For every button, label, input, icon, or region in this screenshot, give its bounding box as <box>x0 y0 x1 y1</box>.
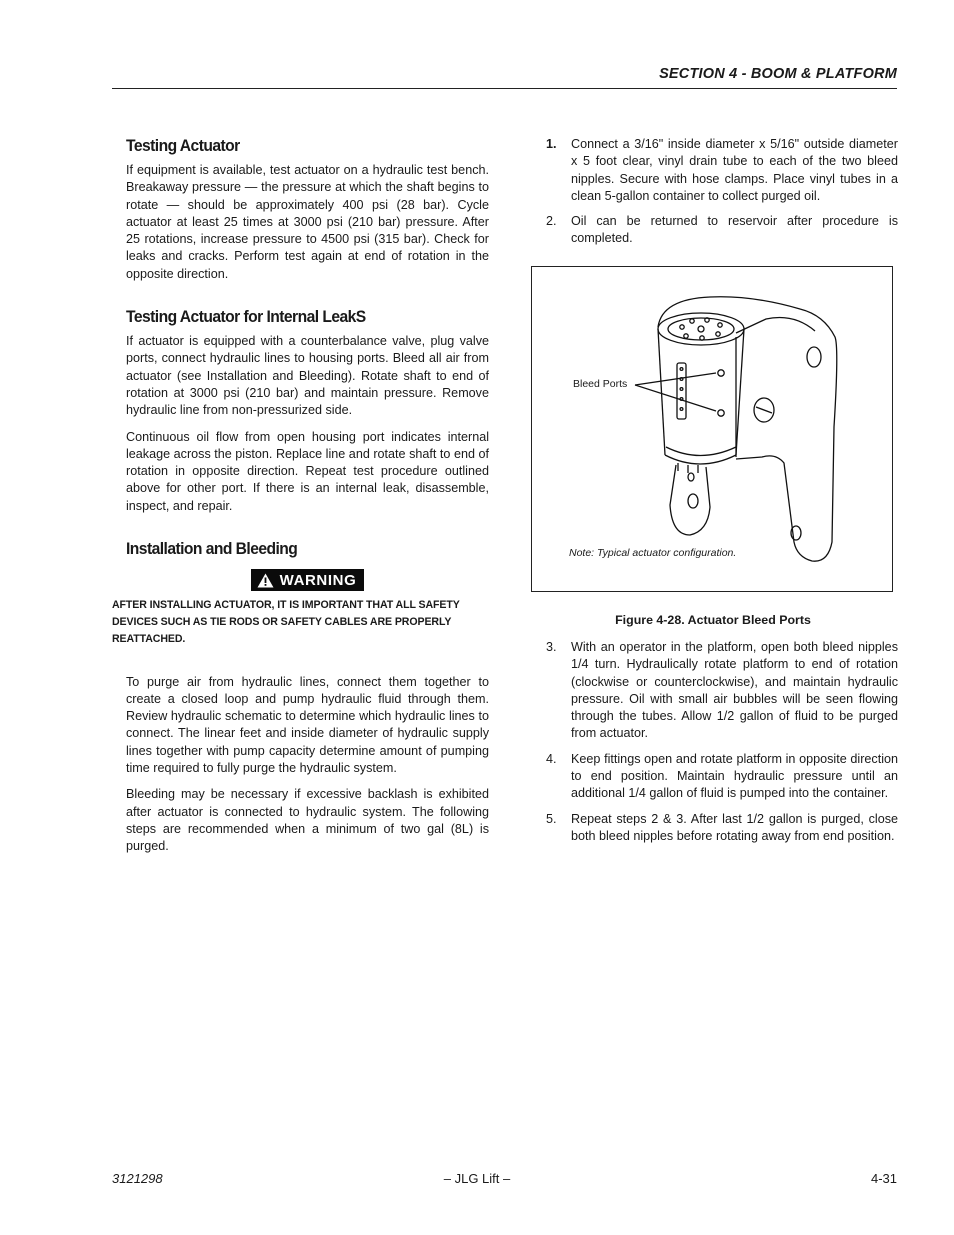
internal-leaks-para-2: Continuous oil flow from open housing port indicates internal leakage across the piston. Replace line and rotate shaft to end of rotation in opposite direction. Repeat test procedure outlined above for other port. If there is an internal leak, disassemble, inspect, and repair. <box>126 429 489 513</box>
step-text: Repeat steps 2 & 3. After last 1/2 gallon is purged, close both bleed nipples before rotating away from end position. <box>571 811 898 843</box>
warning-banner <box>126 569 489 593</box>
figure-caption: Figure 4-28. Actuator Bleed Ports <box>615 613 811 627</box>
step-number: 1. <box>546 137 557 151</box>
list-item <box>546 811 898 846</box>
warning-text: AFTER INSTALLING ACTUATOR, IT IS IMPORTANT THAT ALL SAFETY DEVICES SUCH AS TIE RODS OR SAFETY CABLES ARE PROPERLY REATTACHED. <box>112 598 460 645</box>
heading-testing-actuator: Testing Actuator <box>126 136 240 155</box>
actuator-illustration <box>532 267 892 590</box>
installation-para-2: Bleeding may be necessary if excessive backlash is exhibited after actuator is connected to hydraulic system. The following steps are recommended when a minimum of two gal (8L) is purged. <box>126 787 489 854</box>
step-number: 5. <box>546 811 557 826</box>
list-item <box>546 751 898 803</box>
warning-label: WARNING <box>279 571 357 589</box>
internal-leaks-para-1: If actuator is equipped with a counterbalance valve, plug valve ports, connect hydraulic lines to housing ports. Bleed all air from actuator (see Installation and Bleeding). Rotate shaft to end of rotation at 3000 psi (210 bar) and maintain pressure. Remove hydraulic line from non-pressurized side. <box>126 334 489 418</box>
section-title: SECTION 4 - BOOM & PLATFORM <box>659 66 897 82</box>
footer-center: – JLG Lift – <box>443 1171 511 1186</box>
step-text: Oil can be returned to reservoir after procedure is completed. <box>571 214 898 246</box>
list-item <box>546 639 898 743</box>
right-column-bottom <box>546 639 898 853</box>
steps-list-bottom <box>546 639 898 845</box>
step-text: Keep fittings open and rotate platform in opposite direction to end position. Maintain hydraulic pressure until an additional 1/4 gallon of fluid is pumped into the container. <box>571 751 898 801</box>
warning-badge <box>251 569 365 591</box>
header-rule <box>112 88 897 89</box>
right-column-top <box>546 136 898 256</box>
step-number: 3. <box>546 640 557 654</box>
list-item <box>546 136 898 205</box>
warning-triangle-icon <box>257 573 274 588</box>
step-text: With an operator in the platform, open both bleed nipples 1/4 turn. Hydraulically rotate platform to end of rotation (clockwise or counterclockwise), and maintain hydraulic pressure. Oil with small air bubbles will be seen flowing through the tubes. Allow 1/2 gallon of fluid to be purged from actuator. <box>571 640 898 741</box>
step-number: 2. <box>546 214 557 229</box>
steps-list-top <box>546 136 898 248</box>
testing-actuator-body: If equipment is available, test actuator on a hydraulic test bench. Breakaway pressure — the pressure at which the shaft begins to rotate — should be approximately 400 psi (28 bar). Cycle actuator at least 25 times at 3000 psi (210 bar) pressure. After 25 rotations, increase pressure to 4500 psi (315 bar). Check for leaks and cracks. Perform test again at end of rotation in the opposite direction. <box>126 163 489 281</box>
doc-number: 3121298 <box>112 1171 163 1186</box>
page-number: 4-31 <box>870 1171 897 1186</box>
heading-internal-leaks: Testing Actuator for Internal LeakS <box>126 307 366 327</box>
heading-installation: Installation and Bleeding <box>126 539 298 559</box>
figure-note: Note: Typical actuator configuration. <box>569 547 737 559</box>
installation-para-1: To purge air from hydraulic lines, connect them together to create a closed loop and pump hydraulic fluid through them. Review hydraulic schematic to determine which hydraulic lines to connect. The linear feet and inside diameter of hydraulic supply lines together with pump capacity determine amount of pumping time required to fully purge the hydraulic system. <box>126 674 489 776</box>
step-number: 4. <box>546 751 557 766</box>
left-column <box>112 136 489 865</box>
figure-actuator-bleed-ports <box>531 266 893 592</box>
list-item <box>546 213 898 248</box>
bleed-ports-label: Bleed Ports <box>573 378 628 390</box>
step-text: Connect a 3/16" inside diameter x 5/16" outside diameter x 5 foot clear, vinyl drain tube to each of the two bleed nipples. Secure with hose clamps. Place vinyl tubes in a clean 5-gallon container to collect purged oil. <box>571 137 898 203</box>
